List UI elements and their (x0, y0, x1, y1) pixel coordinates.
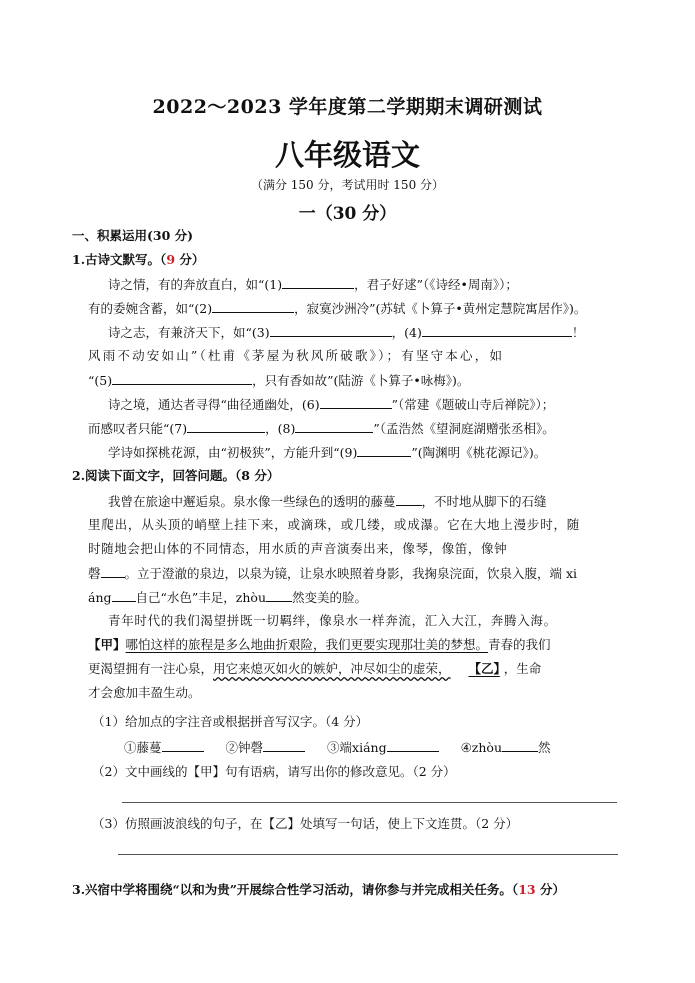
passage-line: 时随地会把山体的不同情态，用水质的声音演奏出来，像琴，像笛，像钟 (88, 541, 508, 556)
q1-label: 1.古诗文默写。（9 分） (72, 252, 205, 267)
passage-line: 青年时代的我们渴望拼既一切羁绊，像泉水一样奔流，汇入大江，奔腾入海。 (108, 613, 557, 628)
answer-options: ①藤蔓 ②钟磬 ③端xiáng ④zhòu 然 (124, 737, 551, 758)
blank-4[interactable] (422, 322, 572, 337)
q1-score: 9 (166, 252, 176, 267)
sub-question-3: （3）仿照画波浪线的句子，在【乙】处填写一句话，使上下文连贯。（2 分） (92, 816, 519, 831)
q1-line2: 有的委婉含蓄，如“(2) ，寂寞沙洲冷”(苏轼《卜算子•黄州定慧院寓居作》)。 (88, 298, 586, 319)
q1-line8: 学诗如探桃花源，由“初极狭”，方能升到“(9) ”(陶渊明《桃花源记》)。 (108, 442, 546, 463)
answer-blank-1[interactable] (162, 737, 204, 752)
passage-line: 里爬出，从头顶的峭壁上挂下来，或滴珠，或几缕，或成瀑。它在大地上漫步时，随 (88, 517, 581, 532)
answer-blank-2[interactable] (263, 737, 305, 752)
answer-line-3[interactable] (118, 854, 618, 855)
blank-7[interactable] (187, 418, 265, 433)
exam-title: 2022～2023 学年度第二学期期末调研测试 (152, 96, 543, 118)
passage-line: áng 自己“水色”丰足，zhòu 然变美的脸。 (88, 587, 367, 608)
q1-line4: 风雨不动安如山”（杜甫《茅屋为秋风所破歌》）；有坚守本心，如 (88, 348, 505, 363)
q1-line1: 诗之情，有的奔放直白，如“(1) ，君子好逑”（《诗经•周南》）； (108, 274, 518, 295)
blank-pinyin-2[interactable] (101, 563, 125, 578)
subject-title: 八年级语文 (274, 138, 420, 172)
blank-6[interactable] (320, 394, 392, 409)
q3-score: 13 (518, 882, 536, 897)
marker-yi: 【乙】 (468, 661, 500, 676)
wavy-sentence: 用它来熄灭如火的嫉妒，冲尽如尘的虚荣， (213, 661, 451, 676)
blank-pinyin-4[interactable] (266, 587, 292, 602)
q1-line7: 而感叹者只能“(7) ，(8) ”（孟浩然《望洞庭湖赠张丞相》。 (88, 418, 555, 439)
blank-1[interactable] (282, 274, 354, 289)
q3-label: 3.兴宿中学将围绕“以和为贵”开展综合性学习活动，请你参与并完成相关任务。（13 分） (72, 882, 565, 897)
marker-jia: 【甲】 (88, 637, 126, 652)
blank-2[interactable] (212, 298, 294, 313)
score-note: （满分 150 分，考试用时 150 分） (250, 178, 445, 192)
blank-5[interactable] (112, 370, 252, 385)
answer-blank-3[interactable] (387, 737, 439, 752)
answer-line-2[interactable] (122, 802, 617, 803)
q2-label: 2.阅读下面文字，回答问题。（8 分） (72, 468, 280, 483)
q1-line6: 诗之境，通达者寻得“曲径通幽处，(6) ”（常建《题破山寺后禅院》）； (108, 394, 554, 415)
passage-line: 才会愈加丰盈生动。 (88, 685, 201, 700)
passage-line: 磬 。立于澄澈的泉边，以泉为镜，让泉水映照着身影，我掬泉浣面，饮泉入腹，端 xi (88, 563, 577, 584)
blank-9[interactable] (357, 442, 411, 457)
sentence-jia: 哪怕这样的旅程是多么地曲折艰险，我们更要实现那壮美的梦想。 (125, 637, 489, 652)
sub-question-1: （1）给加点的字注音或根据拼音写汉字。（4 分） (92, 714, 369, 729)
blank-8[interactable] (295, 418, 373, 433)
q1-line3: 诗之志，有兼济天下，如“(3) ，(4) ！ (108, 322, 584, 343)
passage-line: 我曾在旅途中邂逅泉。泉水像一些绿色的透明的藤蔓 ，不时地从脚下的石缝 (108, 491, 547, 512)
blank-pinyin-1[interactable] (396, 491, 422, 506)
blank-3[interactable] (270, 322, 392, 337)
section-heading: 一（30 分） (298, 204, 397, 224)
q1-line5: “(5) ，只有香如故”(陆游《卜算子•咏梅》)。 (88, 370, 469, 391)
answer-blank-4[interactable] (502, 737, 538, 752)
part-heading: 一、积累运用(30 分) (72, 228, 194, 243)
sub-question-2: （2）文中画线的【甲】句有语病，请写出你的修改意见。（2 分） (92, 764, 456, 779)
passage-line: 更渴望拥有一注心泉，用它来熄灭如火的嫉妒，冲尽如尘的虚荣， 【乙】 ，生命 (88, 661, 542, 676)
passage-line: 【甲】哪怕这样的旅程是多么地曲折艰险，我们更要实现那壮美的梦想。青春的我们 (88, 637, 551, 652)
blank-pinyin-3[interactable] (112, 587, 136, 602)
